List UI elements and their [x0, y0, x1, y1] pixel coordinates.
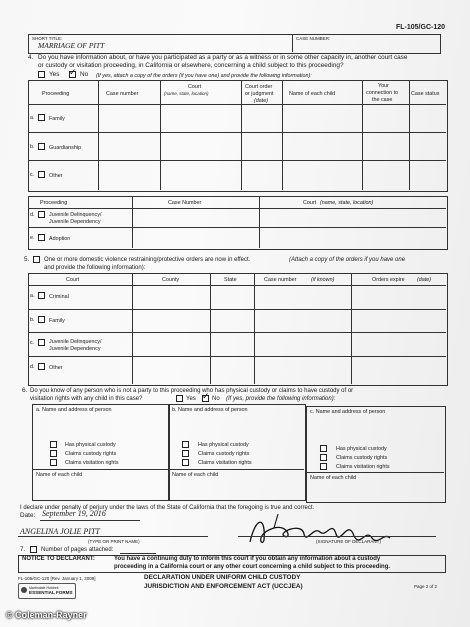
- q4b-col-court: Court: [303, 200, 317, 206]
- q5-col-case-number: Case number: [264, 277, 297, 283]
- q5-row-b-label: Family: [49, 318, 65, 324]
- date-value: September 19, 2016: [42, 509, 106, 518]
- q4-question-line1: Do you have information about, or have you participated as a party or as a witness or in some other capacity in, another court case: [38, 54, 408, 61]
- q6-c-child-label: Name of each child: [310, 475, 357, 481]
- q6-b-child-label: Name of each child: [172, 472, 219, 478]
- q6-c-visitation-checkbox[interactable]: [320, 463, 327, 470]
- q6-a-physical-label: Has physical custody: [65, 442, 116, 448]
- q4-number: 4.: [28, 54, 34, 61]
- q5-row-c-label2: Juvenile Dependency: [49, 346, 101, 352]
- q5-row-b-checkbox[interactable]: [38, 316, 45, 323]
- q6-c-visitation-label: Claims visitation rights: [336, 464, 390, 470]
- q6-a-child-label: Name of each child: [36, 472, 83, 478]
- q4-col-your: Your: [378, 83, 389, 89]
- q5-line1: One or more domestic violence restraining/protective orders are now in effect.: [44, 257, 251, 263]
- q4-no-check-icon: ✓: [69, 68, 77, 78]
- q4-col-case-number: Case number: [106, 91, 139, 97]
- q5-row-d-label: Other: [49, 365, 63, 371]
- form-title-line1: DECLARATION UNDER UNIFORM CHILD CUSTODY: [144, 574, 301, 581]
- q5-line2: and provide the following information):: [44, 265, 146, 271]
- q4-yes-label: Yes: [49, 71, 60, 78]
- q4b-row-d-label1: Juvenile Delinquency/: [49, 212, 102, 218]
- q6-a-custody-checkbox[interactable]: [50, 450, 57, 457]
- q6-a-visitation-label: Claims visitation rights: [65, 460, 119, 466]
- q5-row-a-checkbox[interactable]: [38, 292, 45, 299]
- publisher-logo-icon: [21, 587, 27, 593]
- notice-line2: proceeding in a California court or any other court concerning a child subject to this proceeding.: [114, 564, 391, 570]
- q4-row-b-checkbox[interactable]: [38, 143, 45, 150]
- notice-line1: You have a continuing duty to inform this court if you obtain any information about a custody: [114, 556, 381, 562]
- q6-person-c-header: c. Name and address of person: [310, 409, 386, 415]
- q7-checkbox[interactable]: [30, 546, 37, 553]
- form-title-line2: JURISDICTION AND ENFORCEMENT ACT (UCCJEA): [144, 583, 303, 590]
- name-caption: (TYPE OR PRINT NAME): [88, 539, 140, 544]
- q4-col-court: Court: [188, 84, 202, 90]
- short-title-label: SHORT TITLE:: [32, 36, 63, 41]
- q6-b-physical-checkbox[interactable]: [182, 441, 189, 448]
- q5-row-c-letter: c.: [30, 340, 35, 346]
- q4-row-a-label: Family: [49, 116, 65, 122]
- q4-row-a-letter: a.: [30, 115, 35, 121]
- q4b-row-e-label: Adoption: [49, 236, 71, 242]
- q6-b-physical-label: Has physical custody: [198, 442, 249, 448]
- q4b-row-e-letter: e.: [30, 235, 35, 241]
- q6-b-custody-checkbox[interactable]: [182, 450, 189, 457]
- declarant-name: ANGELINA JOLIE PITT: [20, 527, 100, 536]
- q4-row-a-checkbox[interactable]: [38, 114, 45, 121]
- q5-line1-note: (Attach a copy of the orders if you have one: [289, 257, 406, 263]
- q4-col-proceeding: Proceeding: [42, 91, 70, 97]
- q5-table: [28, 273, 448, 386]
- q6-c-physical-checkbox[interactable]: [320, 445, 327, 452]
- q6-b-visitation-checkbox[interactable]: [182, 459, 189, 466]
- q4-row-c-letter: c.: [30, 172, 35, 178]
- q4-col-judgment: or judgment: [245, 91, 274, 97]
- short-title-value: MARRIAGE OF PITT: [38, 41, 105, 50]
- q6-person-b-header: b. Name and address of person: [172, 407, 248, 413]
- q4-row-c-label: Other: [49, 173, 63, 179]
- q6-yes-label: Yes: [186, 396, 196, 402]
- q6-c-custody-label: Claims custody rights: [336, 455, 388, 461]
- q4-row-b-letter: b.: [30, 144, 35, 150]
- q6-a-physical-checkbox[interactable]: [50, 441, 57, 448]
- q6-number: 6.: [22, 387, 28, 394]
- q4b-row-e-checkbox[interactable]: [38, 234, 45, 241]
- q5-col-orders-expire: Orders expire: [372, 277, 405, 283]
- q4-col-case-status: Case status: [411, 91, 440, 97]
- q4b-col-case-number: Case Number: [168, 200, 202, 206]
- q6-c-custody-checkbox[interactable]: [320, 454, 327, 461]
- q4-question-line2: or custody or visitation proceeding, in California or elsewhere, concerning a child subject to this proceeding?: [38, 62, 344, 69]
- q5-row-c-checkbox[interactable]: [38, 339, 45, 346]
- q5-number: 5.: [24, 256, 30, 263]
- q4-col-court-order: Court order: [245, 84, 273, 90]
- q6-b-custody-label: Claims custody rights: [198, 451, 250, 457]
- q4b-col-proceeding: Proceeding: [40, 200, 68, 206]
- q5-checkbox[interactable]: [33, 256, 40, 263]
- page-number: Page 2 of 2: [414, 584, 438, 589]
- publisher-logo: [18, 583, 76, 599]
- q6-yes-checkbox[interactable]: [176, 395, 183, 402]
- q4-col-date: (date): [254, 98, 269, 104]
- q4-col-the-case: the case: [372, 97, 393, 103]
- publisher-logo-line1: Martindale-Hubbell: [29, 586, 59, 590]
- q6-b-visitation-label: Claims visitation rights: [198, 460, 252, 466]
- photo-credit: © Coleman-Rayner: [6, 610, 87, 620]
- signature-caption: (SIGNATURE OF DECLARANT): [316, 539, 381, 544]
- q5-col-county: County: [162, 277, 180, 283]
- court-form-page: [16, 22, 462, 610]
- q4-row-b-label: Guardianship: [49, 145, 82, 151]
- date-label: Date:: [20, 512, 36, 519]
- q6-line1: Do you know of any person who is not a party to this proceeding who has physical custody or claims to have custody of or: [30, 388, 354, 394]
- q6-no-label: No: [212, 396, 220, 402]
- q5-row-d-checkbox[interactable]: [38, 363, 45, 370]
- q4-no-label: No: [80, 71, 89, 78]
- q6-line2: visitation rights with any child in this case?: [30, 396, 143, 402]
- q6-a-visitation-checkbox[interactable]: [50, 459, 57, 466]
- q4-col-court-sub: (name, state, location): [164, 91, 209, 96]
- case-number-label: CASE NUMBER:: [296, 36, 331, 41]
- perjury-statement: I declare under penalty of perjury under the laws of the State of California that the foregoing is true and correct.: [20, 505, 315, 511]
- q5-col-if-known: (if known): [311, 277, 335, 283]
- form-number: FL-105/GC-120: [396, 24, 446, 31]
- q4b-row-d-label2: Juvenile Dependency: [49, 219, 101, 225]
- q5-row-b-letter: b.: [30, 317, 35, 323]
- q6-note: (If yes, provide the following information):: [226, 396, 336, 402]
- form-revision: FL-105/GC-120 [Rev. January 1, 2009]: [18, 576, 96, 581]
- q7-number: 7.: [20, 546, 26, 553]
- q5-col-court: Court: [66, 277, 80, 283]
- q6-c-physical-label: Has physical custody: [336, 446, 387, 452]
- q5-row-a-label: Criminal: [49, 294, 69, 300]
- q5-row-a-letter: a.: [30, 293, 35, 299]
- q4-yes-checkbox[interactable]: [38, 71, 45, 78]
- q4b-col-court-sub: (name, state, location): [320, 200, 374, 206]
- q5-col-date: (date): [417, 277, 432, 283]
- notice-label: NOTICE TO DECLARANT:: [22, 556, 95, 562]
- q4-col-child-name: Name of each child: [289, 91, 336, 97]
- q6-no-check-icon: ✓: [202, 392, 210, 402]
- q5-row-c-label1: Juvenile Delinquency/: [49, 339, 102, 345]
- q5-col-state: State: [224, 277, 237, 283]
- q6-person-a-header: a. Name and address of person: [36, 407, 112, 413]
- q4-col-connection: connection to: [366, 90, 399, 96]
- q4b-row-d-checkbox[interactable]: [38, 211, 45, 218]
- q4-row-c-checkbox[interactable]: [38, 171, 45, 178]
- q4-note: (If yes, attach a copy of the orders (if you have one) and provide the following information):: [96, 73, 312, 79]
- q5-row-d-letter: d.: [30, 364, 35, 370]
- declarant-signature: [244, 512, 404, 552]
- q6-a-custody-label: Claims custody rights: [65, 451, 117, 457]
- q7-label: Number of pages attached:: [41, 547, 114, 553]
- publisher-logo-line2: ESSENTIAL FORMS: [29, 590, 73, 595]
- q4b-row-d-letter: d.: [30, 212, 35, 218]
